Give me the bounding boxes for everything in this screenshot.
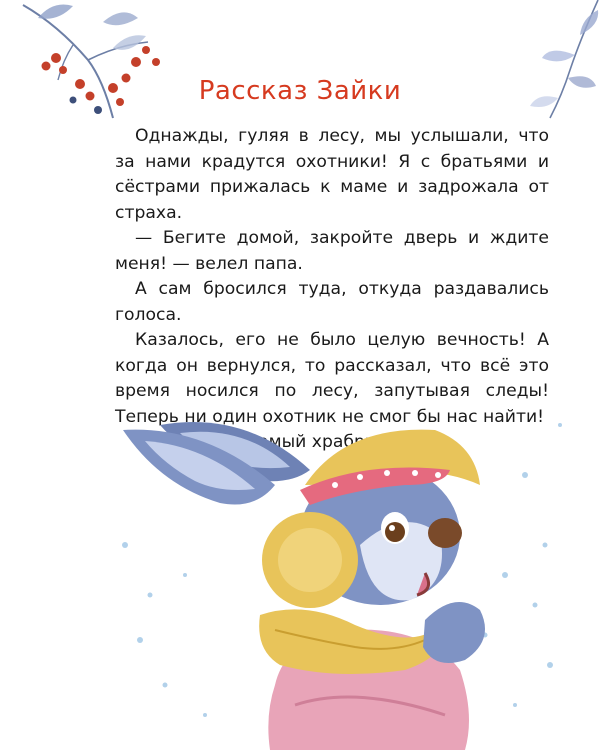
story-title: Рассказ Зайки — [198, 76, 402, 106]
rowan-branch-decoration — [18, 0, 168, 125]
story-paragraph: Казалось, его не было целую вечность! А когда он вернулся, то рассказал, что всё это время носился по лесу, запутывая следы! Теперь ни один охотник не смог бы нас найти! — [115, 330, 549, 427]
bunny-illustration — [105, 385, 565, 750]
story-paragraph: — Бегите домой, закройте дверь и ждите меня! — велел папа. — [115, 228, 549, 274]
story-paragraph: самый храбрый! — [248, 432, 397, 452]
story-paragraph: А сам бросился туда, откуда раздавались голоса. — [115, 279, 549, 325]
story-paragraph: Однажды, гуляя в лесу, мы услышали, что за нами крадутся охотники! Я с братьями и сёстрами прижалась к маме и задрожала от страха. — [115, 126, 549, 223]
